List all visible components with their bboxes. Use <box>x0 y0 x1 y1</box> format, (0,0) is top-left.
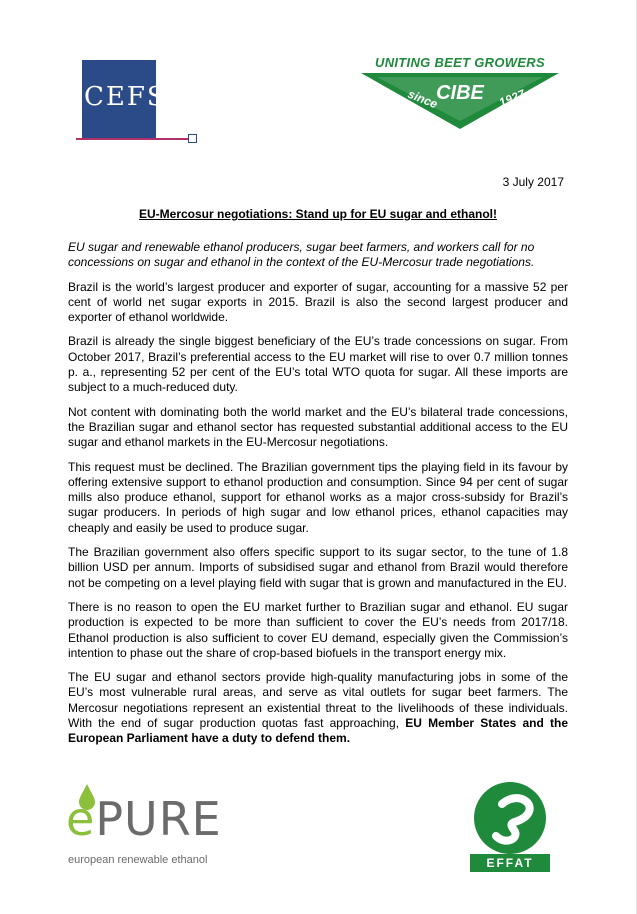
epure-logo <box>66 784 246 874</box>
epure-wordmark-rest: PURE <box>95 792 222 846</box>
effat-label: EFFAT <box>470 854 550 872</box>
lead-paragraph: EU sugar and renewable ethanol producers, sugar beet farmers, and workers call for no concessions on sugar and ethanol in the context of the EU-Mercosur trade negotiations. <box>68 240 535 270</box>
paragraph-2: Brazil is already the single biggest beneficiary of the EU’s trade concessions on sugar. From October 2017, Brazil’s preferential access to the EU market will rise to over 0.7 million tonnes p. a., representing 52 per cent of the EU’s total WTO quota for sugar. All these imports are subject to a much-reduced duty. <box>68 334 568 395</box>
cibe-slogan: UNITING BEET GROWERS <box>375 55 545 70</box>
paragraph-6: There is no reason to open the EU market further to Brazilian sugar and ethanol. EU sugar production is expected to be more than sufficient to cover the EU’s needs from 2017/18. Ethanol production is also sufficient to cover EU demand, especially given the Commission’s intention to phase out the share of crop-based biofuels in the transport energy mix. <box>68 599 568 660</box>
cibe-year-text: 1927 <box>496 86 527 110</box>
cefs-logo-text: CEFS <box>84 82 167 112</box>
document-body <box>68 240 568 756</box>
cefs-logo-square <box>188 134 197 143</box>
document-date: 3 July 2017 <box>502 175 564 189</box>
cefs-logo <box>76 54 196 144</box>
cibe-since-text: since <box>405 86 440 112</box>
effat-emblem <box>462 780 558 856</box>
paragraph-7-bold: EU Member States and the European Parliament have a duty to defend them. <box>68 716 569 746</box>
epure-wordmark <box>66 792 222 846</box>
paragraph-4: This request must be declined. The Brazilian government tips the playing field in its favour by offering extensive support to ethanol production and consumption. Since 94 per cent of sugar mills also produce ethanol, support for ethanol works as a major cross-subsidy for Brazil’s sugar producers. In periods of high sugar and low ethanol prices, ethanol capacities may cheaply and easily be used to produce sugar. <box>68 459 568 535</box>
epure-tagline: european renewable ethanol <box>68 854 208 866</box>
effat-logo <box>462 780 558 876</box>
paragraph-3: Not content with dominating both the world market and the EU’s bilateral trade concessions, the Brazilian sugar and ethanol sector has requested substantial additional access to the EU sugar and ethanol markets in the EU-Mercosur negotiations. <box>68 404 568 450</box>
epure-wordmark-e: e <box>66 792 96 846</box>
cefs-logo-line <box>76 138 196 140</box>
cibe-mark-text: CIBE <box>436 82 484 104</box>
paragraph-5: The Brazilian government also offers specific support to its sugar sector, to the tune of 1.8 billion USD per annum. Imports of subsidised sugar and ethanol from Brazil would therefore not be competing on a level playing field with sugar that is grown and manufactured in the EU. <box>68 545 568 590</box>
document-title: EU-Mercosur negotiations: Stand up for EU sugar and ethanol! <box>138 207 498 221</box>
paragraph-7-text: The EU sugar and ethanol sectors provide high-quality manufacturing jobs in some of the EU’s most vulnerable rural areas, and serve as vital outlets for sugar beet farmers. The Mercosur negotiations represent an existential threat to the livelihoods of these individuals. With the end of sugar production quotas fast approaching, <box>68 670 568 731</box>
cibe-emblem <box>355 55 565 135</box>
paragraph-1: Brazil is the world’s largest producer and exporter of sugar, accounting for a massive 52 per cent of world net sugar exports in 2015. Brazil is also the second largest producer and exporter of ethanol worldwide. <box>68 279 568 325</box>
cibe-logo <box>355 55 565 135</box>
paragraph-7 <box>68 670 568 746</box>
